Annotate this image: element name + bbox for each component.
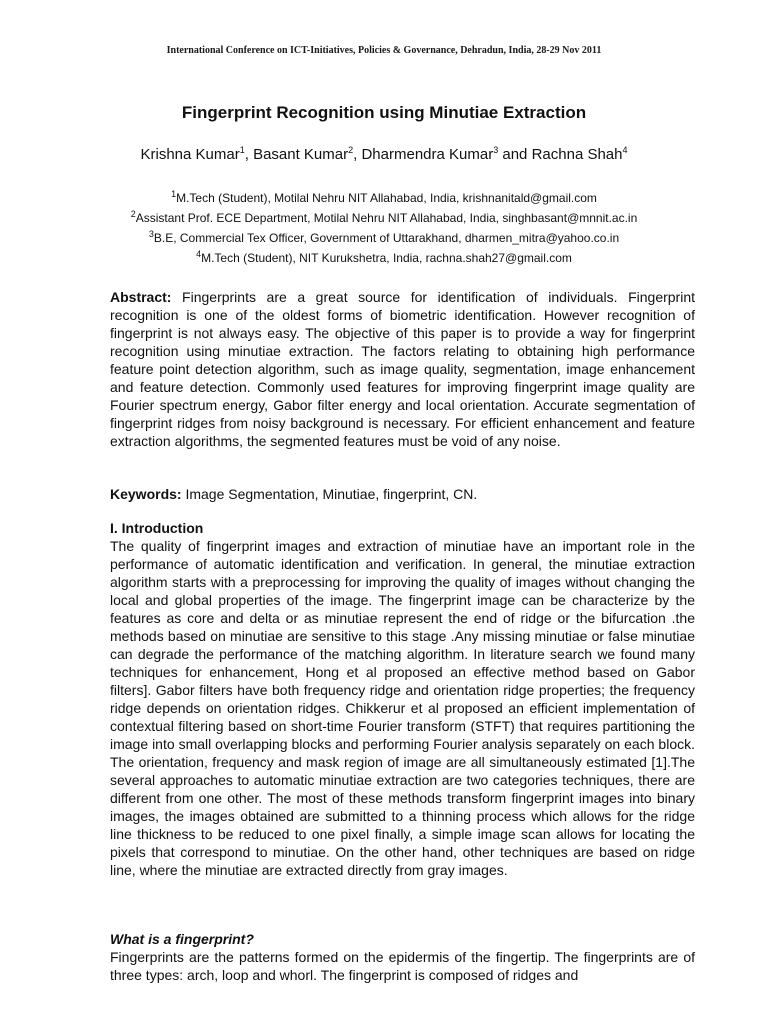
author-separator: , <box>244 146 254 163</box>
abstract-label: Abstract: <box>110 289 172 305</box>
abstract-text: Fingerprints are a great source for identification of individuals. Fingerprint recognition is one of the oldest forms of biometric identification. However recognition of fingerprint is not always easy. The objective of this paper is to provide a way for fingerprint recognition using minutiae extraction. The factors relating to obtaining high performance feature point detection algorithm, such as image quality, segmentation, image enhancement and feature detection. Commonly used features for improving fingerprint image quality are Fourier spectrum energy, Gabor filter energy and local orientation. Accurate segmentation of fingerprint ridges from noisy background is necessary. For efficient enhancement and feature extraction algorithms, the segmented features must be void of any noise. <box>110 289 696 449</box>
affiliation-mark: 3 <box>148 229 154 239</box>
author-affil-mark: 4 <box>622 145 628 155</box>
conference-header: International Conference on ICT-Initiatives, Policies & Governance, Dehradun, India, 28-29 Nov 2011 <box>166 45 602 56</box>
affiliation-list <box>0 188 768 268</box>
introduction-section <box>110 519 695 879</box>
introduction-text: The quality of fingerprint images and extraction of minutiae have an important role in the performance of automatic identification and verification. In general, the minutiae extraction algorithm starts with a preprocessing for improving the quality of images without changing the local and global properties of the image. The fingerprint image can be characterize by the features as core and delta or as minutiae represent the end of ridge or the bifurcation .the methods based on minutiae are sensitive to this stage .Any missing minutiae or false minutiae can degrade the performance of the matching algorithm. In literature search we found many techniques for enhancement, Hong et al proposed an effective method based on Gabor filters]. Gabor filters have both frequency ridge and orientation ridge properties; the frequency ridge depends on orientation ridges. Chikkerur et al proposed an efficient implementation of contextual filtering based on short-time Fourier transform (STFT) that requires partitioning the image into small overlapping blocks and performing Fourier analysis separately on each block. The orientation, frequency and mask region of image are all simultaneously estimated [1].The several approaches to automatic minutiae extraction are two categories techniques, there are different from one other. The most of these methods transform fingerprint images into binary images, the images obtained are submitted to a thinning process which allows for the ridge line thickness to be reduced to one pixel finally, a simple image scan allows for locating the pixels that correspond to minutiae. On the other hand, other techniques are based on ridge line, where the minutiae are extracted directly from gray images. <box>110 538 695 878</box>
keywords-label: Keywords: <box>110 486 182 502</box>
affiliation <box>0 208 768 228</box>
author-name: Dharmendra Kumar <box>361 146 494 163</box>
author-affil-mark: 1 <box>239 145 245 155</box>
author-name: Basant Kumar <box>253 146 349 163</box>
affiliation-mark: 1 <box>171 189 177 199</box>
author-name: Krishna Kumar <box>140 146 240 163</box>
affiliation-text: M.Tech (Student), NIT Kurukshetra, India, rachna.shah27@gmail.com <box>201 251 572 265</box>
author-affil-mark: 3 <box>493 145 499 155</box>
paper-title: Fingerprint Recognition using Minutiae Extraction <box>181 103 587 122</box>
affiliation-mark: 2 <box>130 209 136 219</box>
affiliation-text: Assistant Prof. ECE Department, Motilal Nehru NIT Allahabad, India, singhbasant@mnnit.ac.in <box>135 211 638 225</box>
affiliation-text: M.Tech (Student), Motilal Nehru NIT Allahabad, India, krishnanitald@gmail.com <box>176 191 597 205</box>
affiliation-mark: 4 <box>196 249 202 259</box>
introduction-heading: I. Introduction <box>110 520 204 536</box>
author-list <box>0 146 768 163</box>
author-separator: and <box>498 146 532 163</box>
affiliation <box>0 228 768 248</box>
author-name: Rachna Shah <box>531 146 623 163</box>
affiliation-text: B.E, Commercial Tex Officer, Government of Uttarakhand, dharmen_mitra@yahoo.co.in <box>153 231 620 245</box>
affiliation <box>0 248 768 268</box>
keywords <box>110 485 695 503</box>
fingerprint-section <box>110 930 695 984</box>
affiliation <box>0 188 768 208</box>
abstract <box>110 288 695 450</box>
author-affil-mark: 2 <box>348 145 354 155</box>
author-separator: , <box>353 146 362 163</box>
keywords-text: Image Segmentation, Minutiae, fingerprint, CN. <box>185 486 478 502</box>
fingerprint-heading: What is a fingerprint? <box>110 931 254 947</box>
fingerprint-text: Fingerprints are the patterns formed on the epidermis of the fingertip. The fingerprints are of three types: arch, loop and whorl. The fingerprint is composed of ridges and <box>110 949 695 983</box>
